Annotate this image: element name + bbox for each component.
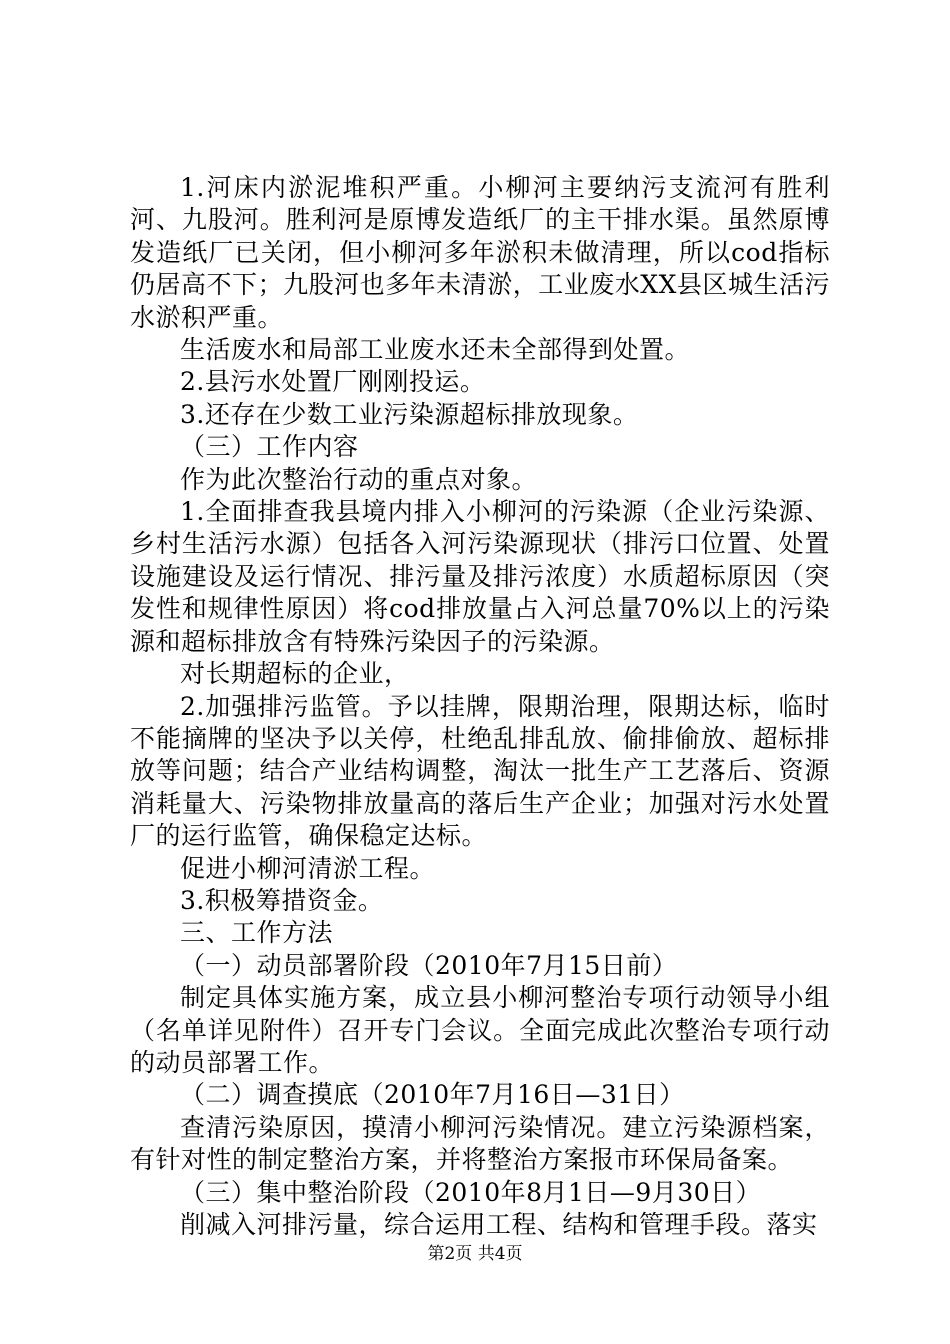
paragraph-2: 生活废水和局部工业废水还未全部得到处置。 bbox=[180, 335, 691, 365]
paragraph-11: 3.积极筹措资金。 bbox=[180, 885, 384, 915]
paragraph-14: 制定具体实施方案，成立县小柳河整治专项行动领导小组（名单详见附件）召开专门会议。全面完成此次整治专项行动的动员部署工作。 bbox=[130, 983, 830, 1077]
paragraph-6: 作为此次整治行动的重点对象。 bbox=[180, 464, 538, 494]
section-heading-mobilization: （一）动员部署阶段（2010年7月15日前） bbox=[180, 950, 678, 980]
paragraph-10: 促进小柳河清淤工程。 bbox=[180, 853, 436, 883]
section-heading-remediation: （三）集中整治阶段（2010年8月1日—9月30日） bbox=[180, 1177, 762, 1207]
section-heading-work-content: （三）工作内容 bbox=[180, 432, 359, 462]
section-heading-investigation: （二）调查摸底（2010年7月16日—31日） bbox=[180, 1080, 685, 1110]
document-body bbox=[130, 172, 830, 1241]
paragraph-16: 查清污染原因，摸清小柳河污染情况。建立污染源档案，有针对性的制定整治方案，并将整治方案报市环保局备案。 bbox=[130, 1112, 830, 1175]
paragraph-7: 1.全面排查我县境内排入小柳河的污染源（企业污染源、乡村生活污水源）包括各入河污染源现状（排污口位置、处置设施建设及运行情况、排污量及排污浓度）水质超标原因（突发性和规律性原因）将cod排放量占入河总量70%以上的污染源和超标排放含有特殊污染因子的污染源。 bbox=[130, 497, 830, 656]
paragraph-18: 削减入河排污量，综合运用工程、结构和管理手段。落实 bbox=[180, 1210, 818, 1239]
paragraph-3: 2.县污水处置厂刚刚投运。 bbox=[180, 367, 486, 397]
paragraph-1: 1.河床内淤泥堆积严重。小柳河主要纳污支流河有胜利河、九股河。胜利河是原博发造纸厂的主干排水渠。虽然原博发造纸厂已关闭，但小柳河多年淤积未做清理，所以cod指标仍居高不下；九股河也多年未清淤，工业废水XX县区城生活污水淤积严重。 bbox=[130, 173, 830, 332]
page-number-footer: 第2页 共4页 bbox=[427, 1244, 523, 1264]
paragraph-4: 3.还存在少数工业污染源超标排放现象。 bbox=[180, 399, 639, 429]
paragraph-8: 对长期超标的企业， bbox=[180, 659, 410, 689]
paragraph-9: 2.加强排污监管。予以挂牌，限期治理，限期达标，临时不能摘牌的坚决予以关停，杜绝乱排乱放、偷排偷放、超标排放等问题；结合产业结构调整，淘汰一批生产工艺落后、资源消耗量大、污染物排放量高的落后生产企业；加强对污水处置厂的运行监管，确保稳定达标。 bbox=[130, 691, 830, 851]
section-heading-work-method: 三、工作方法 bbox=[180, 918, 334, 948]
